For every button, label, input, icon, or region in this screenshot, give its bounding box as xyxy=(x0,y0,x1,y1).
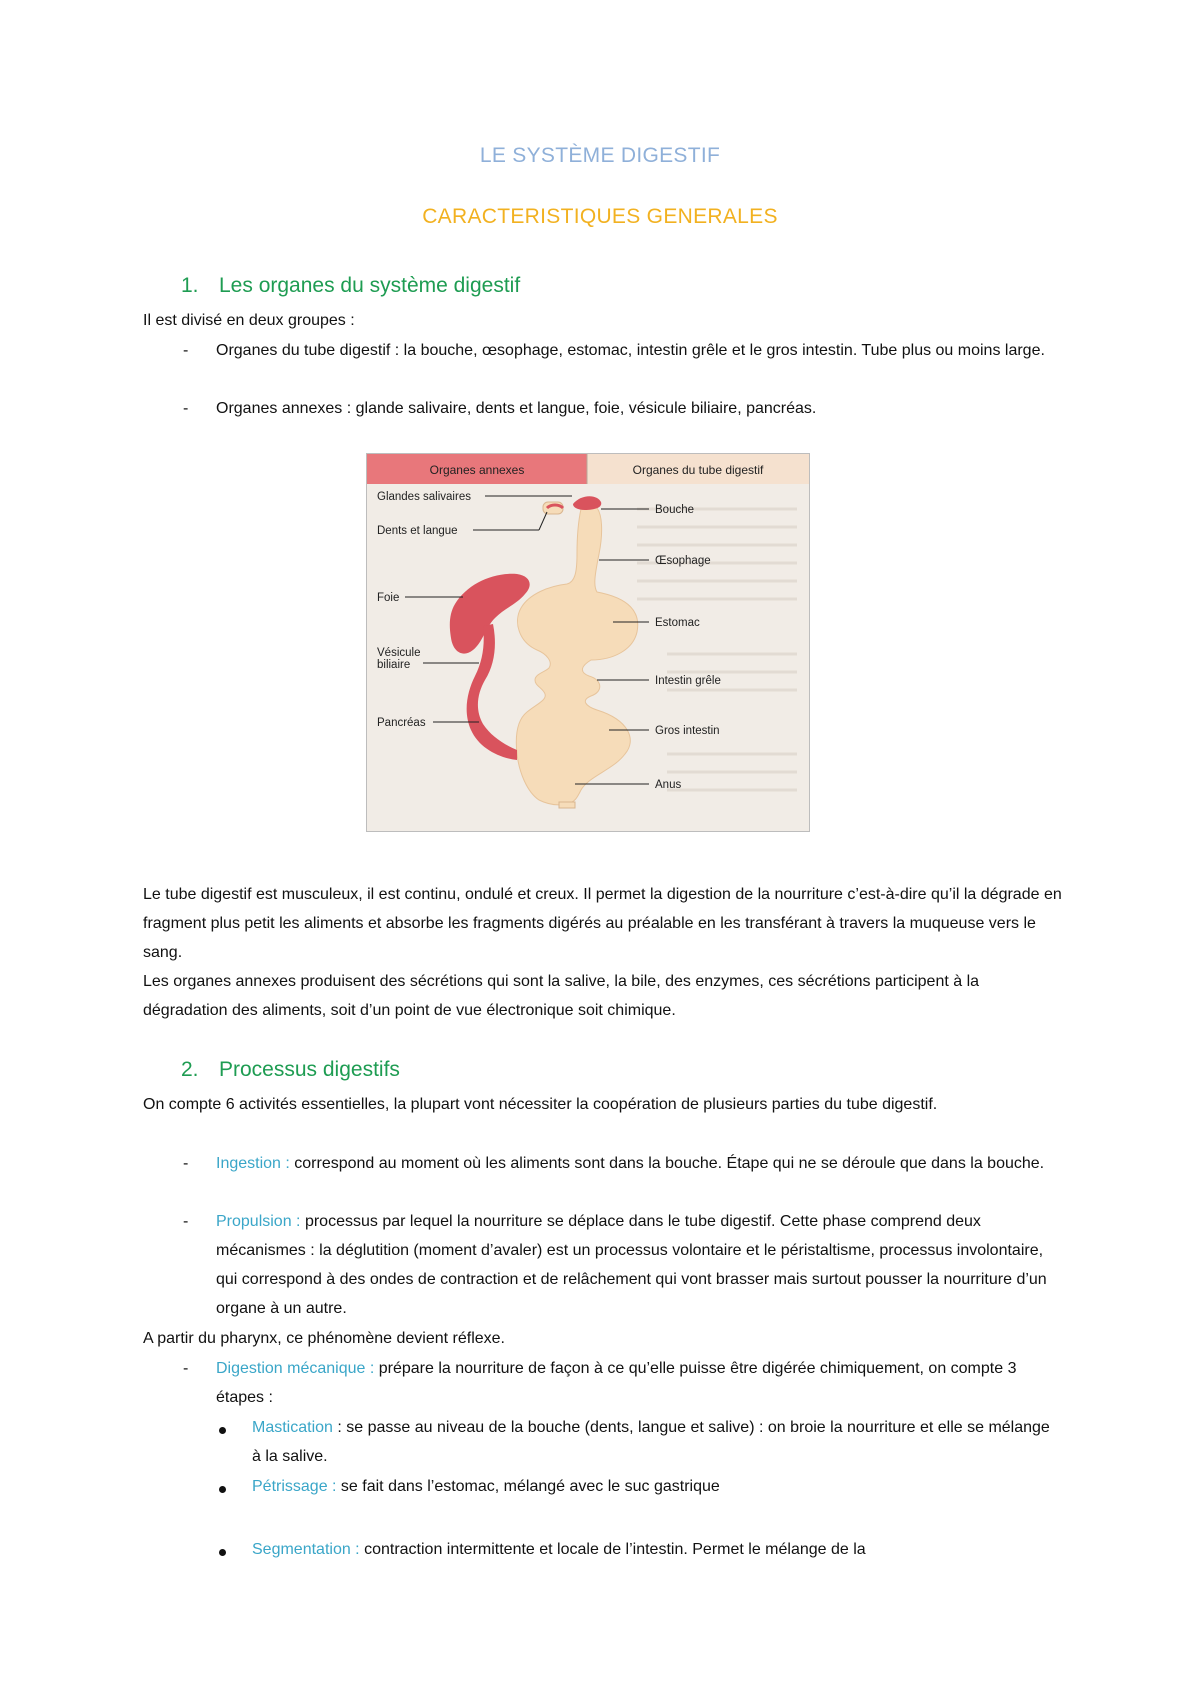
section-2-number: 2. xyxy=(181,1058,199,1081)
step-text xyxy=(252,1413,1062,1471)
label-anus: Anus xyxy=(655,779,682,791)
section-1-title: Les organes du système digestif xyxy=(219,274,521,297)
digestion-mecanique-description: prépare la nourriture de façon à ce qu’elle puisse être digérée chimiquement, on compte 3 étapes : xyxy=(216,1360,1017,1406)
label-intestin-grele: Intestin grêle xyxy=(655,675,721,687)
header-tube-label: Organes du tube digestif xyxy=(632,463,764,477)
section-1-intro: Il est divisé en deux groupes : xyxy=(143,312,355,329)
paragraph-tube-digestif: Le tube digestif est musculeux, il est continu, ondulé et creux. Il permet la digestion de la nourriture c’est-à-dire qu’il la dégrade en fragment plus petit les aliments et absorbe les fragments digérés au préalable en les transférant à travers la muqueuse vers le sang. xyxy=(143,886,1062,961)
document-title: LE SYSTÈME DIGESTIF xyxy=(479,144,721,167)
step-text xyxy=(252,1535,1062,1564)
label-biliaire: biliaire xyxy=(377,659,411,671)
term-segmentation: Segmentation : xyxy=(252,1541,360,1558)
label-pancreas: Pancréas xyxy=(377,717,426,729)
label-oesophage: Œsophage xyxy=(655,555,711,567)
segmentation-description: contraction intermittente et locale de l’intestin. Permet le mélange de la xyxy=(359,1541,866,1558)
section-2-title: Processus digestifs xyxy=(219,1058,400,1081)
process-text xyxy=(216,1207,1066,1323)
dash-marker: - xyxy=(183,400,189,417)
label-foie: Foie xyxy=(377,592,400,604)
header-annexes-label: Organes annexes xyxy=(429,463,525,477)
label-vesicule: Vésicule xyxy=(377,647,421,659)
term-ingestion: Ingestion : xyxy=(216,1155,290,1172)
step-text xyxy=(252,1472,1062,1501)
term-mastication: Mastication xyxy=(252,1419,333,1436)
section-1-number: 1. xyxy=(181,274,199,297)
mastication-description: : se passe au niveau de la bouche (dents, langue et salive) : on broie la nourriture et elle se mélange à la salive. xyxy=(252,1419,1050,1465)
process-text xyxy=(216,1354,1066,1412)
label-bouche: Bouche xyxy=(655,504,695,516)
organ-group-item xyxy=(143,336,1063,394)
dash-marker: - xyxy=(183,1360,189,1377)
ingestion-description: correspond au moment où les aliments sont dans la bouche. Étape qui ne se déroule que dans la bouche. xyxy=(289,1155,1045,1172)
petrissage-description: se fait dans l’estomac, mélangé avec le suc gastrique xyxy=(336,1478,720,1495)
term-propulsion: Propulsion : xyxy=(216,1213,301,1230)
term-petrissage: Pétrissage : xyxy=(252,1478,337,1495)
pharynx-note: A partir du pharynx, ce phénomène devient réflexe. xyxy=(143,1330,505,1347)
label-dents-langue: Dents et langue xyxy=(377,525,458,537)
dash-marker: - xyxy=(183,342,189,359)
paragraph-organes-annexes: Les organes annexes produisent des sécrétions qui sont la salive, la bile, des enzymes, ces sécrétions participent à la dégradation des aliments, soit d’un point de vue électronique soit chimique. xyxy=(143,973,980,1019)
dash-marker: - xyxy=(183,1155,189,1172)
label-gros-intestin: Gros intestin xyxy=(655,725,720,737)
section-1-heading xyxy=(181,274,520,298)
bullet-dot xyxy=(219,1486,226,1493)
section-2-intro: On compte 6 activités essentielles, la plupart vont nécessiter la coopération de plusieurs parties du tube digestif. xyxy=(143,1096,938,1113)
dash-marker: - xyxy=(183,1213,189,1230)
process-text xyxy=(216,1149,1066,1178)
document-subtitle: CARACTERISTIQUES GENERALES xyxy=(422,205,778,228)
section-2-heading xyxy=(181,1058,400,1082)
digestive-system-figure xyxy=(366,453,810,832)
digestive-system-diagram xyxy=(367,454,809,831)
label-estomac: Estomac xyxy=(655,617,700,629)
organ-group-text: Organes du tube digestif : la bouche, œsophage, estomac, intestin grêle et le gros intestin. Tube plus ou moins large. xyxy=(216,342,1045,359)
digestive-tube-shape xyxy=(516,504,637,804)
organ-group-text: Organes annexes : glande salivaire, dents et langue, foie, vésicule biliaire, pancréas. xyxy=(216,400,817,417)
propulsion-description: processus par lequel la nourriture se déplace dans le tube digestif. Cette phase comprend deux mécanismes : la déglutition (moment d’avaler) est un processus volontaire et le péristaltisme, processus involontaire, qui correspond à des ondes de contraction et de relâchement qui vont brasser mais surtout pousser la nourriture d’un organe à un autre. xyxy=(216,1213,1047,1317)
bullet-dot xyxy=(219,1427,226,1434)
bullet-dot xyxy=(219,1549,226,1556)
salivary-gland-shape xyxy=(573,496,601,510)
label-glandes-salivaires: Glandes salivaires xyxy=(377,491,471,503)
term-digestion-mecanique: Digestion mécanique : xyxy=(216,1360,375,1377)
